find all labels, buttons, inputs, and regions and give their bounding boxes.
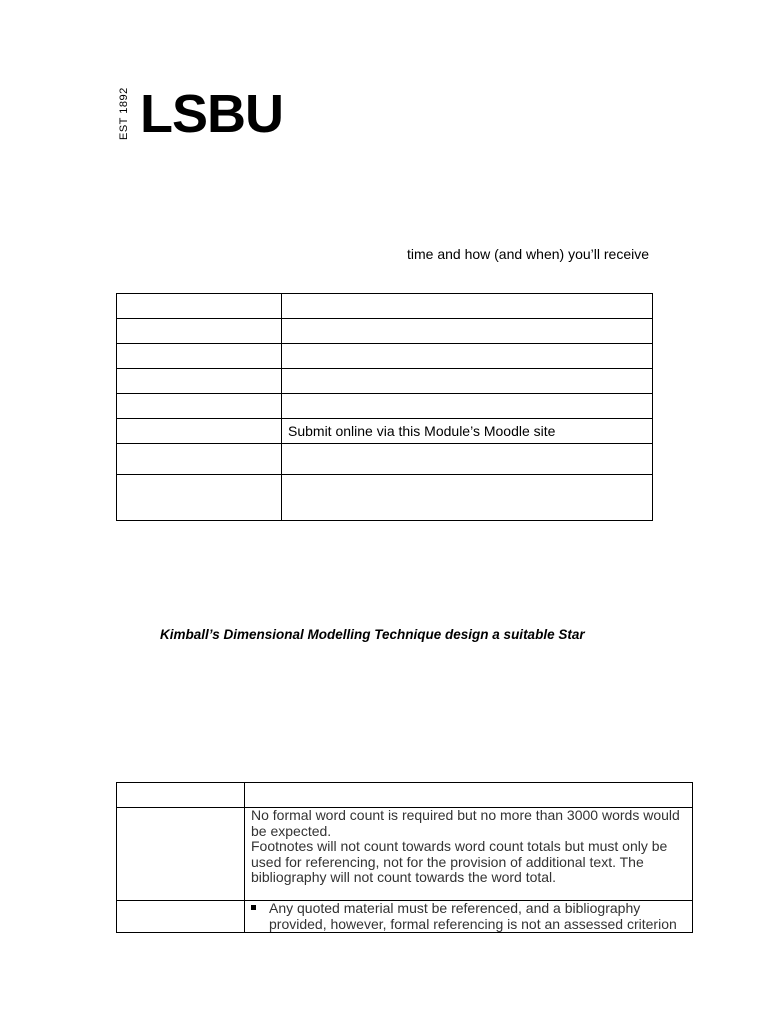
table-row	[117, 783, 693, 808]
row-label	[117, 319, 282, 344]
table-row	[117, 319, 653, 344]
table-row	[117, 444, 653, 475]
table-row	[117, 394, 653, 419]
logo-est-text: EST 1892	[118, 87, 130, 140]
referencing-text: Any quoted material must be referenced, and a bibliography provided, however, formal referencing is not an assessed criterion	[269, 900, 677, 932]
row-value	[282, 475, 653, 521]
table-row	[117, 344, 653, 369]
table-row	[117, 294, 653, 319]
square-bullet-icon	[251, 905, 256, 910]
word-count-text: No formal word count is required but no more than 3000 words would be expected.	[251, 807, 680, 839]
row-label	[117, 369, 282, 394]
referencing-info	[245, 901, 693, 933]
table-row	[117, 369, 653, 394]
row-value	[282, 344, 653, 369]
row-label	[117, 294, 282, 319]
row-value	[245, 783, 693, 808]
task-heading: Kimball’s Dimensional Modelling Technique design a suitable Star	[160, 627, 585, 642]
row-value	[282, 369, 653, 394]
assignment-details-table	[116, 293, 653, 521]
word-count-info	[245, 808, 693, 901]
row-label	[117, 475, 282, 521]
list-item	[251, 901, 686, 932]
row-label	[117, 394, 282, 419]
intro-text: time and how (and when) you’ll receive	[406, 246, 649, 262]
requirements-table	[116, 782, 693, 933]
row-label	[117, 901, 245, 933]
row-label	[117, 783, 245, 808]
row-value	[282, 294, 653, 319]
submission-method: Submit online via this Module’s Moodle site	[282, 419, 653, 444]
row-value	[282, 319, 653, 344]
table-row	[117, 475, 653, 521]
table-row	[117, 419, 653, 444]
row-value	[282, 394, 653, 419]
row-label	[117, 444, 282, 475]
table-row	[117, 808, 693, 901]
table-row	[117, 901, 693, 933]
footnotes-text: Footnotes will not count towards word count totals but must only be used for referencing, not for the provision of additional text. The bibliography will not count towards the word total.	[251, 838, 668, 885]
row-value	[282, 444, 653, 475]
row-label	[117, 808, 245, 901]
row-label	[117, 419, 282, 444]
row-label	[117, 344, 282, 369]
logo-wordmark: LSBU	[140, 84, 283, 144]
